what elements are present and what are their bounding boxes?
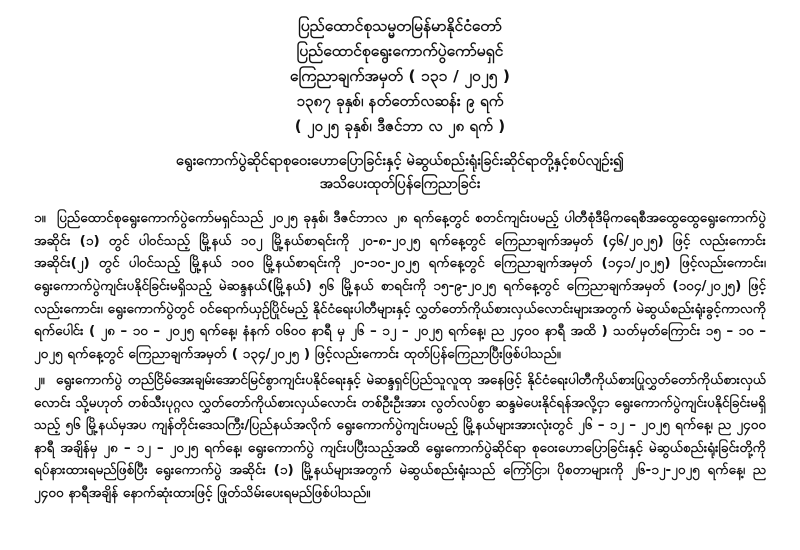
burmese-date: ၁၃၈၇ ခုနှစ်၊ နတ်တော်လဆန်း ၉ ရက် — [296, 92, 504, 111]
paragraph-2 — [34, 369, 766, 504]
header-line-1: ပြည်ထောင်စုသမ္မတမြန်မာနိုင်ငံတော် — [298, 17, 502, 35]
gregorian-date: ( ၂၀၂၅ ခုနှစ်၊ ဒီဇင်ဘာ လ ၂၈ ရက် ) — [294, 116, 506, 135]
paragraph-1-text: ပြည်ထောင်စုရွေးကောက်ပွဲကော်မရှင်သည် ၂၀၂၅ ခုနှစ်၊ ဒီဇင်ဘာလ ၂၈ ရက်နေ့တွင် စတင်ကျင်းပမည့် ပါတီစုံဒီမိုကရေစီအထွေထွေရွေးကောက်ပွဲ အဆိုင်း (၁) တွင် ပါဝင်သည့် မြို့နယ် ၁၀၂ မြို့နယ်စာရင်းကို ၂၀-၈-၂၀၂၅ ရက်နေ့တွင် ကြေညာချက်အမှတ် (၄၆/၂၀၂၅) ဖြင့် လည်းကောင်း အဆိုင်း(၂) တွင် ပါဝင်သည့် မြို့နယ် ၁၀၀ မြို့နယ်စာရင်းကို ၂၀-၁၀-၂၀၂၅ ရက်နေ့တွင် ကြေညာချက်အမှတ် (၁၄၁/၂၀၂၅) ဖြင့်လည်းကောင်း၊ ရွေးကောက်ပွဲကျင်းပနိုင်ခြင်းမရှိသည့် မဲဆန္ဒနယ်(မြို့နယ်) ၅၆ မြို့နယ် စာရင်းကို ၁၅-၉-၂၀၂၅ ရက်နေ့တွင် ကြေညာချက်အမှတ် (၁၀၄/၂၀၂၅) ဖြင့်လည်းကောင်း၊ ရွေးကောက်ပွဲတွင် ဝင်ရောက်ယှဉ်ပြိုင်မည့် နိုင်ငံရေးပါတီများနှင့် လွှတ်တော်ကိုယ်စားလှယ်လောင်းများအတွက် မဲဆွယ်စည်းရုံးခွင့်ကာလကို ရက်ပေါင်း ( ၂၈ – ၁၀ – ၂၀၂၅ ရက်နေ့၊ နံနက် ၀၆၀၀ နာရီ မှ ၂၆ – ၁၂ – ၂၀၂၅ ရက်နေ့၊ ည ၂၄၀၀ နာရီ အထိ ) သတ်မှတ်ကြောင်း ၁၅ – ၁၀ – ၂၀၂၅ ရက်နေ့တွင် ကြေညာချက်အမှတ် ( ၁၃၄/၂၀၂၅ ) ဖြင့်လည်းကောင်း ထုတ်ပြန်ကြေညာပြီးဖြစ်ပါသည်။ — [34, 210, 766, 362]
subject-line-2: အသိပေးထုတ်ပြန်ကြေညာခြင်း — [319, 176, 481, 193]
document-header — [34, 14, 766, 138]
paragraph-2-number: ၂။ — [34, 372, 45, 389]
header-line-2: ပြည်ထောင်စုရွေးကောက်ပွဲကော်မရှင် — [296, 42, 504, 61]
paragraph-2-text: ရွေးကောက်ပွဲ တည်ငြိမ်အေးချမ်းအောင်မြင်စွာကျင်းပနိုင်ရေးနှင့် မဲဆန္ဒရှင်ပြည်သူလူထု အနေဖြင့် နိုင်ငံရေးပါတီကိုယ်စားပြုလွှတ်တော်ကိုယ်စားလှယ်လောင်း သို့မဟုတ် တစ်သီးပုဂ္ဂလ လွှတ်တော်ကိုယ်စားလှယ်လောင်း တစ်ဦးဦးအား လွတ်လပ်စွာ ဆန္ဒမဲပေးနိုင်ရန်အလို့ငှာ ရွေးကောက်ပွဲကျင်းပနိုင်ခြင်းမရှိသည့် ၅၆ မြို့နယ်မှအပ ကျန်တိုင်းဒေသကြီး/ပြည်နယ်အလိုက် ရွေးကောက်ပွဲကျင်းပမည့် မြို့နယ်များအားလုံးတွင် ၂၆ – ၁၂ – ၂၀၂၅ ရက်နေ့၊ ည ၂၄၀၀ နာရီ အချိန်မှ ၂၈ – ၁၂ – ၂၀၂၅ ရက်နေ့၊ ရွေးကောက်ပွဲ ကျင်းပပြီးသည့်အထိ ရွေးကောက်ပွဲဆိုင်ရာ စုဝေးဟောပြောခြင်းနှင့် မဲဆွယ်စည်းရုံးခြင်းတို့ကို ရပ်နားထားရမည်ဖြစ်ပြီး ရွေးကောက်ပွဲ အဆိုင်း (၁) မြို့နယ်များအတွက် မဲဆွယ်စည်းရုံးသည် ကြော်ငြာ၊ ပိုစတာများကို ၂၆-၁၂-၂၀၂၅ ရက်နေ့၊ ည ၂၄၀၀ နာရီအချိန် နောက်ဆုံးထားဖြင့် ဖြုတ်သိမ်းပေးရမည်ဖြစ်ပါသည်။ — [34, 372, 767, 502]
paragraph-1 — [34, 207, 766, 365]
document-subject — [34, 150, 766, 196]
paragraph-1-number: ၁။ — [34, 210, 46, 227]
announcement-number: ကြေညာချက်အမှတ် ( ၁၃၁ / ၂၀၂၅ ) — [289, 67, 511, 86]
subject-line-1: ရွေးကောက်ပွဲဆိုင်ရာစုဝေးဟောပြောခြင်းနှင့် မဲဆွယ်စည်းရုံးခြင်းဆိုင်ရာတို့နှင့်စပ်လျဉ်း၍ — [175, 152, 625, 169]
document-body — [34, 207, 766, 504]
